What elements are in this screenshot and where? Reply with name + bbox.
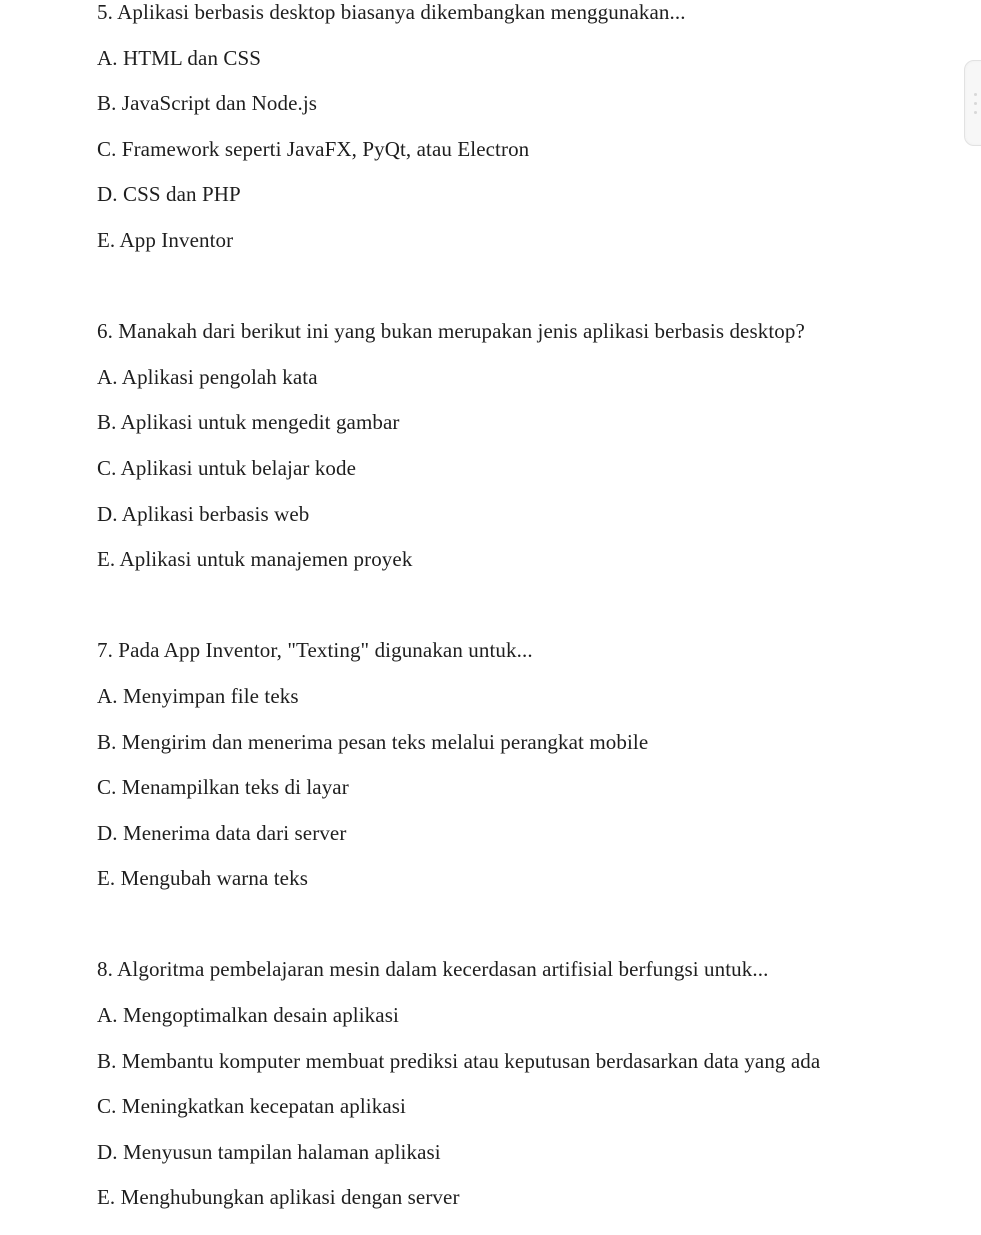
answer-option: E. App Inventor	[97, 227, 234, 252]
scroll-thumb[interactable]	[964, 60, 981, 146]
scroll-thumb-grip-dot	[974, 111, 977, 114]
document-page	[97, 0, 947, 1221]
answer-option: A. HTML dan CSS	[97, 45, 262, 70]
scroll-thumb-grip-dot	[974, 93, 977, 96]
answer-option: C. Meningkatkan kecepatan aplikasi	[97, 1094, 406, 1119]
answer-option: D. Menerima data dari server	[97, 820, 347, 845]
answer-option: B. Membantu komputer membuat prediksi atau keputusan berdasarkan data yang ada	[97, 1048, 821, 1073]
scroll-thumb-grip-dot	[974, 102, 977, 105]
answer-option: E. Aplikasi untuk manajemen proyek	[97, 547, 413, 572]
answer-option: A. Menyimpan file teks	[97, 683, 299, 708]
answer-option: E. Menghubungkan aplikasi dengan server	[97, 1185, 460, 1210]
question-block-7	[97, 628, 947, 902]
answer-option: D. CSS dan PHP	[97, 182, 241, 207]
answer-option: E. Mengubah warna teks	[97, 866, 308, 891]
question-block-8	[97, 947, 947, 1221]
question-text: 5. Aplikasi berbasis desktop biasanya dikembangkan menggunakan...	[97, 0, 686, 24]
answer-option: C. Menampilkan teks di layar	[97, 775, 349, 800]
question-text: 6. Manakah dari berikut ini yang bukan merupakan jenis aplikasi berbasis desktop?	[97, 319, 805, 344]
answer-option: C. Framework seperti JavaFX, PyQt, atau Electron	[97, 136, 530, 161]
answer-option: B. Mengirim dan menerima pesan teks melalui perangkat mobile	[97, 729, 649, 754]
answer-option: D. Aplikasi berbasis web	[97, 501, 310, 526]
answer-option: A. Aplikasi pengolah kata	[97, 364, 318, 389]
answer-option: B. JavaScript dan Node.js	[97, 91, 318, 116]
answer-option: C. Aplikasi untuk belajar kode	[97, 455, 357, 480]
answer-option: A. Mengoptimalkan desain aplikasi	[97, 1003, 399, 1028]
question-block-5	[97, 0, 947, 264]
question-block-6	[97, 309, 947, 583]
question-text: 7. Pada App Inventor, "Texting" digunakan untuk...	[97, 638, 533, 663]
question-text: 8. Algoritma pembelajaran mesin dalam kecerdasan artifisial berfungsi untuk...	[97, 957, 769, 982]
answer-option: B. Aplikasi untuk mengedit gambar	[97, 410, 400, 435]
answer-option: D. Menyusun tampilan halaman aplikasi	[97, 1139, 441, 1164]
